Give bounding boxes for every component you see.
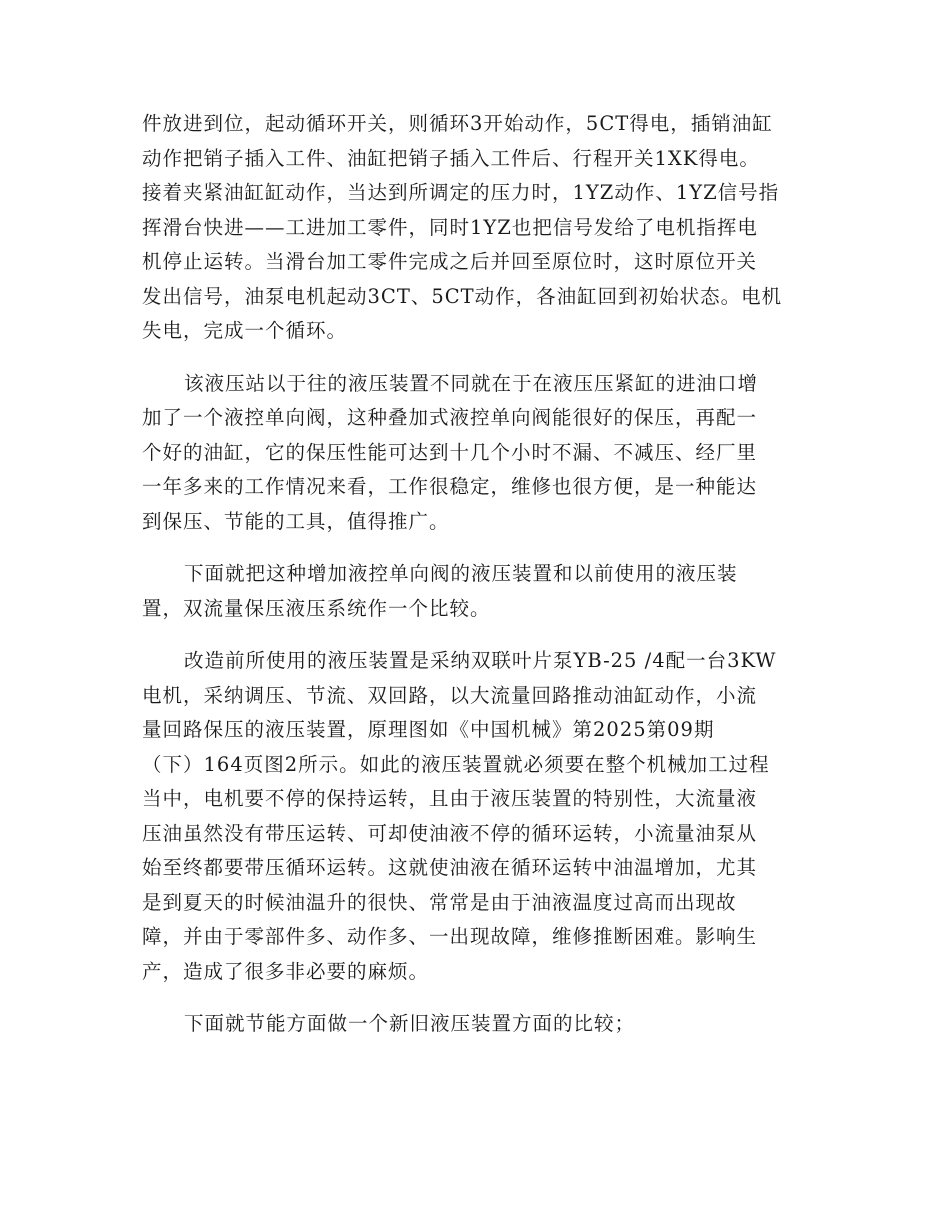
- paragraph-energy-comparison: [142, 1007, 808, 1042]
- text-line: 电机，采纳调压、节流、双回路，以大流量回路推动油缸动作，小流: [142, 683, 758, 707]
- text-line: 动作把销子插入工件、油缸把销子插入工件后、行程开关1XK得电。: [142, 146, 760, 170]
- paragraph-previous-device: [142, 644, 808, 989]
- text-line: 是到夏天的时候油温升的很快、常常是由于油液温度过高而出现故: [142, 890, 737, 914]
- text-line: 发出信号，油泵电机起动3CT、5CT动作，各油缸回到初始状态。电机: [142, 284, 783, 308]
- text-line: 改造前所使用的液压装置是采纳双联叶片泵YB-25 /4配一台3KW: [184, 649, 777, 672]
- text-line: 失电，完成一个循环。: [142, 319, 348, 342]
- text-line: 置，双流量保压液压系统作一个比较。: [142, 596, 491, 620]
- text-line: （下）164页图2所示。如此的液压装置就必须要在整个机械加工过程: [142, 752, 770, 776]
- text-line: 下面就节能方面做一个新旧液压装置方面的比较；: [184, 1012, 636, 1035]
- text-line: 件放进到位，起动循环开关，则循环3开始动作，5CT得电，插销油缸: [142, 112, 773, 135]
- text-line: 当中，电机要不停的保持运转，且由于液压装置的特别性，大流量液: [142, 787, 758, 810]
- text-line: 一年多来的工作情况来看，工作很稳定，维修也很方便，是一种能达: [142, 475, 758, 498]
- text-line: 始至终都要带压循环运转。这就使油液在循环运转中油温增加，尤其: [142, 856, 758, 879]
- document-page: [142, 107, 808, 1060]
- text-line: 下面就把这种增加液控单向阀的液压装置和以前使用的液压装: [184, 562, 738, 585]
- text-line: 加了一个液控单向阀，这种叠加式液控单向阀能很好的保压，再配一: [142, 406, 758, 429]
- text-line: 该液压站以于往的液压装置不同就在于在液压压紧缸的进油口增: [184, 371, 759, 395]
- text-line: 挥滑台快进——工进加工零件，同时1YZ也把信号发给了电机指挥电: [142, 215, 758, 239]
- text-line: 到保压、节能的工具，值得推广。: [142, 509, 450, 533]
- paragraph-hydraulic-station: [142, 367, 808, 540]
- paragraph-comparison-intro: [142, 557, 808, 626]
- paragraph-cycle-description: [142, 107, 808, 349]
- text-line: 产，造成了很多非必要的麻烦。: [142, 959, 430, 983]
- text-line: 量回路保压的液压装置，原理图如《中国机械》第2025第09期: [142, 718, 715, 741]
- text-line: 个好的油缸，它的保压性能可达到十几个小时不漏、不减压、经厂里: [142, 440, 758, 464]
- text-line: 机停止运转。当滑台加工零件完成之后并回至原位时，这时原位开关: [142, 250, 758, 273]
- text-line: 压油虽然没有带压运转、可却使油液不停的循环运转，小流量油泵从: [142, 821, 758, 845]
- text-line: 障，并由于零部件多、动作多、一出现故障，维修推断困难。影响生: [142, 925, 758, 948]
- text-line: 接着夹紧油缸缸动作，当达到所调定的压力时，1YZ动作、1YZ信号指: [142, 181, 780, 204]
